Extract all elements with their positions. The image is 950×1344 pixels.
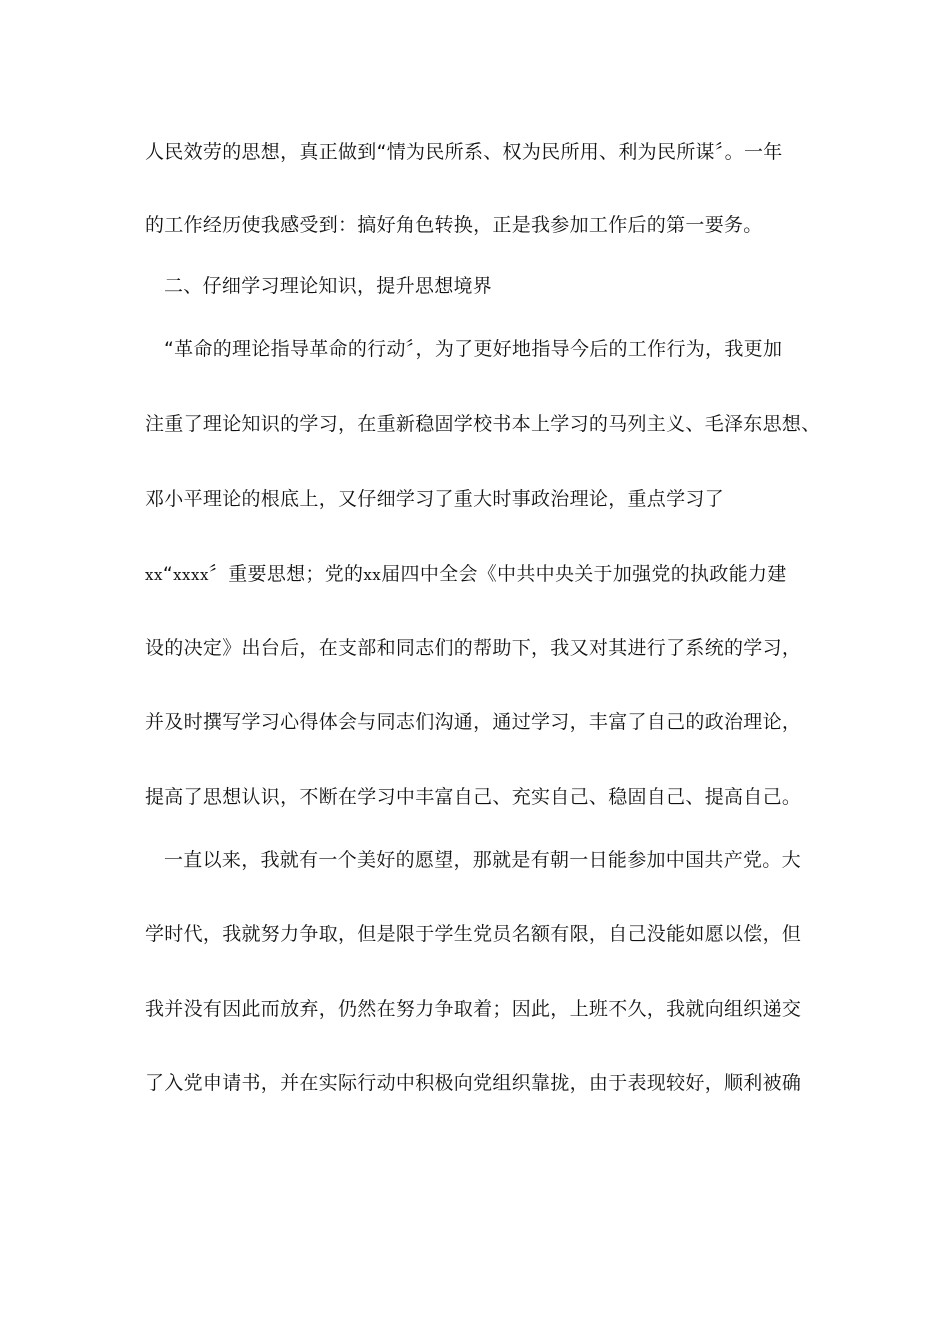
body-text-line: 并及时撰写学习心得体会与同志们沟通，通过学习，丰富了自己的政治理论， [145,711,802,733]
body-text-line: 注重了理论知识的学习，在重新稳固学校书本上学习的马列主义、毛泽东思想、 [145,413,821,435]
body-text-line: 学时代，我就努力争取，但是限于学生党员名额有限，自己没能如愿以偿，但 [145,923,802,945]
body-text-segment: 〞重要思想；党的 [208,563,364,585]
placeholder-text: xxxx [173,566,209,584]
placeholder-text: xx [145,566,163,584]
body-text-line: 我并没有因此而放弃，仍然在努力争取着；因此，上班不久，我就向组织递交 [145,998,802,1020]
section-heading: 二、仔细学习理论知识，提升思想境界 [164,275,493,297]
body-text-line: 邓小平理论的根底上，又仔细学习了重大时事政治理论，重点学习了 [145,488,725,510]
body-text-line: 一直以来，我就有一个美好的愿望，那就是有朝一日能参加中国共产党。大 [164,849,801,871]
body-text-line: 了入党申请书，并在实际行动中积极向党组织靠拢，由于表现较好，顺利被确 [145,1072,802,1094]
quote-mark: “ [162,563,174,585]
body-text-line: “革命的理论指导革命的行动〞，为了更好地指导今后的工作行为，我更加 [164,338,783,360]
body-text-line: 的工作经历使我感受到：搞好角色转换，正是我参加工作后的第一要务。 [145,214,763,236]
body-text-line: 设的决定》出台后，在支部和同志们的帮助下，我又对其进行了系统的学习， [145,637,802,659]
placeholder-text: xx [363,566,382,584]
body-text-line-mixed [145,562,825,587]
body-text-line: 提高了思想认识，不断在学习中丰富自己、充实自己、稳固自己、提高自己。 [145,786,802,808]
body-text-line: 人民效劳的思想，真正做到“情为民所系、权为民所用、利为民所谋〞。一年 [145,141,783,163]
body-text-segment: 届四中全会《中共中央关于加强党的执政能力建 [381,563,787,585]
